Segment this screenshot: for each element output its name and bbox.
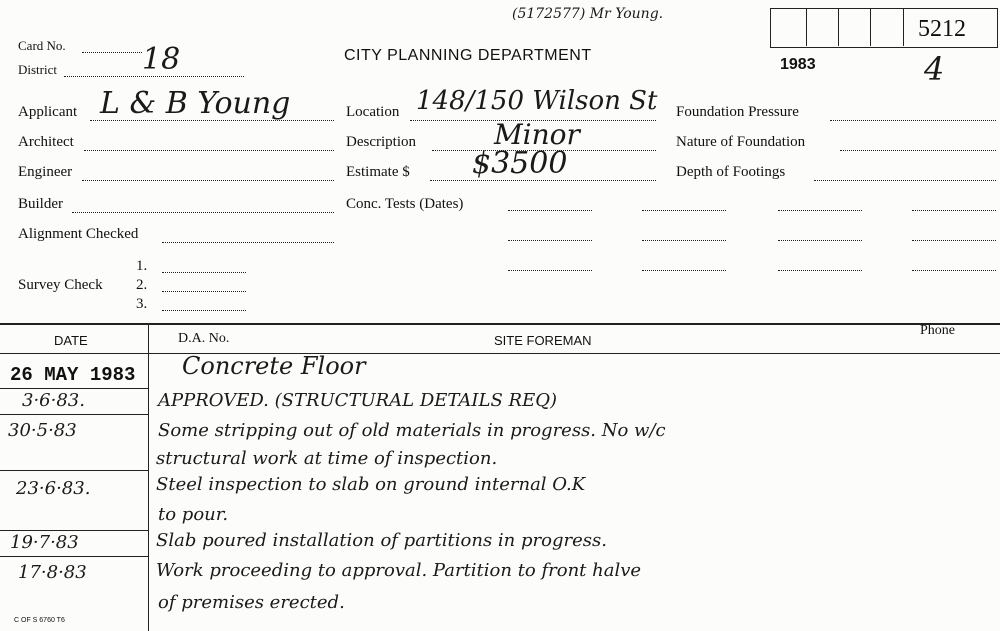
row-rule: [0, 556, 148, 557]
conc-line: [778, 270, 862, 271]
architect-label: Architect: [18, 134, 74, 150]
survey-line-2: [162, 291, 246, 292]
col-phone-header: Phone: [920, 323, 955, 338]
conc-line: [642, 240, 726, 241]
form-code: C OF S 6760 T6: [14, 617, 65, 624]
conc-line: [778, 210, 862, 211]
conc-line: [912, 240, 996, 241]
box-divider: [838, 8, 839, 46]
card-no-label: Card No.: [18, 38, 66, 53]
card-no-line: [82, 52, 142, 53]
col-foreman-header: SITE FOREMAN: [494, 333, 592, 348]
alignment-label: Alignment Checked: [18, 226, 139, 242]
engineer-label: Engineer: [18, 164, 73, 180]
estimate-value: $3500: [472, 146, 568, 181]
col-date-header: DATE: [54, 333, 88, 348]
row-date: 23·6·83.: [16, 478, 91, 499]
applicant-label: Applicant: [18, 104, 78, 120]
foundation-pressure-line: [830, 120, 996, 121]
date-column-divider: [148, 324, 149, 631]
survey-num-2: 2.: [136, 277, 148, 293]
foundation-pressure-label: Foundation Pressure: [676, 104, 799, 120]
table-header-rule: [0, 353, 1000, 354]
description-value: Minor: [494, 118, 580, 151]
conc-line: [642, 210, 726, 211]
estimate-label: Estimate $: [346, 164, 410, 180]
row-text: Slab poured installation of partitions in progress.: [156, 530, 607, 551]
row-date: 26 MAY 1983: [10, 364, 136, 386]
survey-num-3: 3.: [136, 296, 148, 312]
survey-line-1: [162, 272, 246, 273]
col-da-header: D.A. No.: [178, 331, 230, 346]
row-rule: [0, 388, 148, 389]
box-divider: [806, 8, 807, 46]
year-suffix: 4: [924, 50, 945, 88]
builder-line: [72, 212, 334, 213]
engineer-line: [82, 180, 334, 181]
row-text: Concrete Floor: [182, 352, 366, 380]
survey-line-3: [162, 310, 246, 311]
row-text: APPROVED. (STRUCTURAL DETAILS REQ): [158, 390, 558, 411]
conc-line: [912, 270, 996, 271]
row-rule: [0, 530, 148, 531]
row-rule: [0, 414, 148, 415]
department-title: CITY PLANNING DEPARTMENT: [344, 47, 592, 64]
conc-line: [508, 240, 592, 241]
row-text: to pour.: [158, 504, 229, 525]
row-text: structural work at time of inspection.: [156, 448, 498, 469]
conc-line: [508, 270, 592, 271]
row-date: 30·5·83: [8, 420, 77, 441]
conc-line: [912, 210, 996, 211]
row-text: Steel inspection to slab on ground internal O.K: [156, 474, 586, 495]
architect-line: [84, 150, 334, 151]
conc-line: [508, 210, 592, 211]
location-value: 148/150 Wilson St: [416, 86, 658, 116]
depth-footings-line: [814, 180, 996, 181]
builder-label: Builder: [18, 196, 63, 212]
table-top-rule: [0, 323, 1000, 325]
box-divider: [870, 8, 871, 46]
row-text: of premises erected.: [158, 592, 345, 613]
box-divider: [903, 8, 904, 46]
row-date: 3·6·83.: [22, 390, 85, 411]
row-text: Some stripping out of old materials in progress. No w/c: [158, 420, 666, 441]
district-label: District: [18, 62, 57, 77]
row-rule: [0, 470, 148, 471]
location-label: Location: [346, 104, 400, 120]
row-date: 19·7·83: [10, 532, 79, 553]
top-note: (5172577) Mr Young.: [512, 6, 664, 22]
conc-line: [642, 270, 726, 271]
district-value: 18: [142, 42, 181, 77]
conc-tests-label: Conc. Tests (Dates): [346, 196, 464, 212]
description-label: Description: [346, 134, 416, 150]
depth-footings-label: Depth of Footings: [676, 164, 786, 180]
survey-label: Survey Check: [18, 277, 103, 293]
conc-line: [778, 240, 862, 241]
applicant-value: L & B Young: [100, 86, 291, 121]
year: 1983: [780, 56, 816, 73]
nature-foundation-line: [840, 150, 996, 151]
row-date: 17·8·83: [18, 562, 87, 583]
row-text: Work proceeding to approval. Partition to front halve: [156, 560, 642, 581]
alignment-line: [162, 242, 334, 243]
nature-foundation-label: Nature of Foundation: [676, 134, 806, 150]
card-number: 5212: [918, 16, 966, 42]
survey-num-1: 1.: [136, 258, 148, 274]
